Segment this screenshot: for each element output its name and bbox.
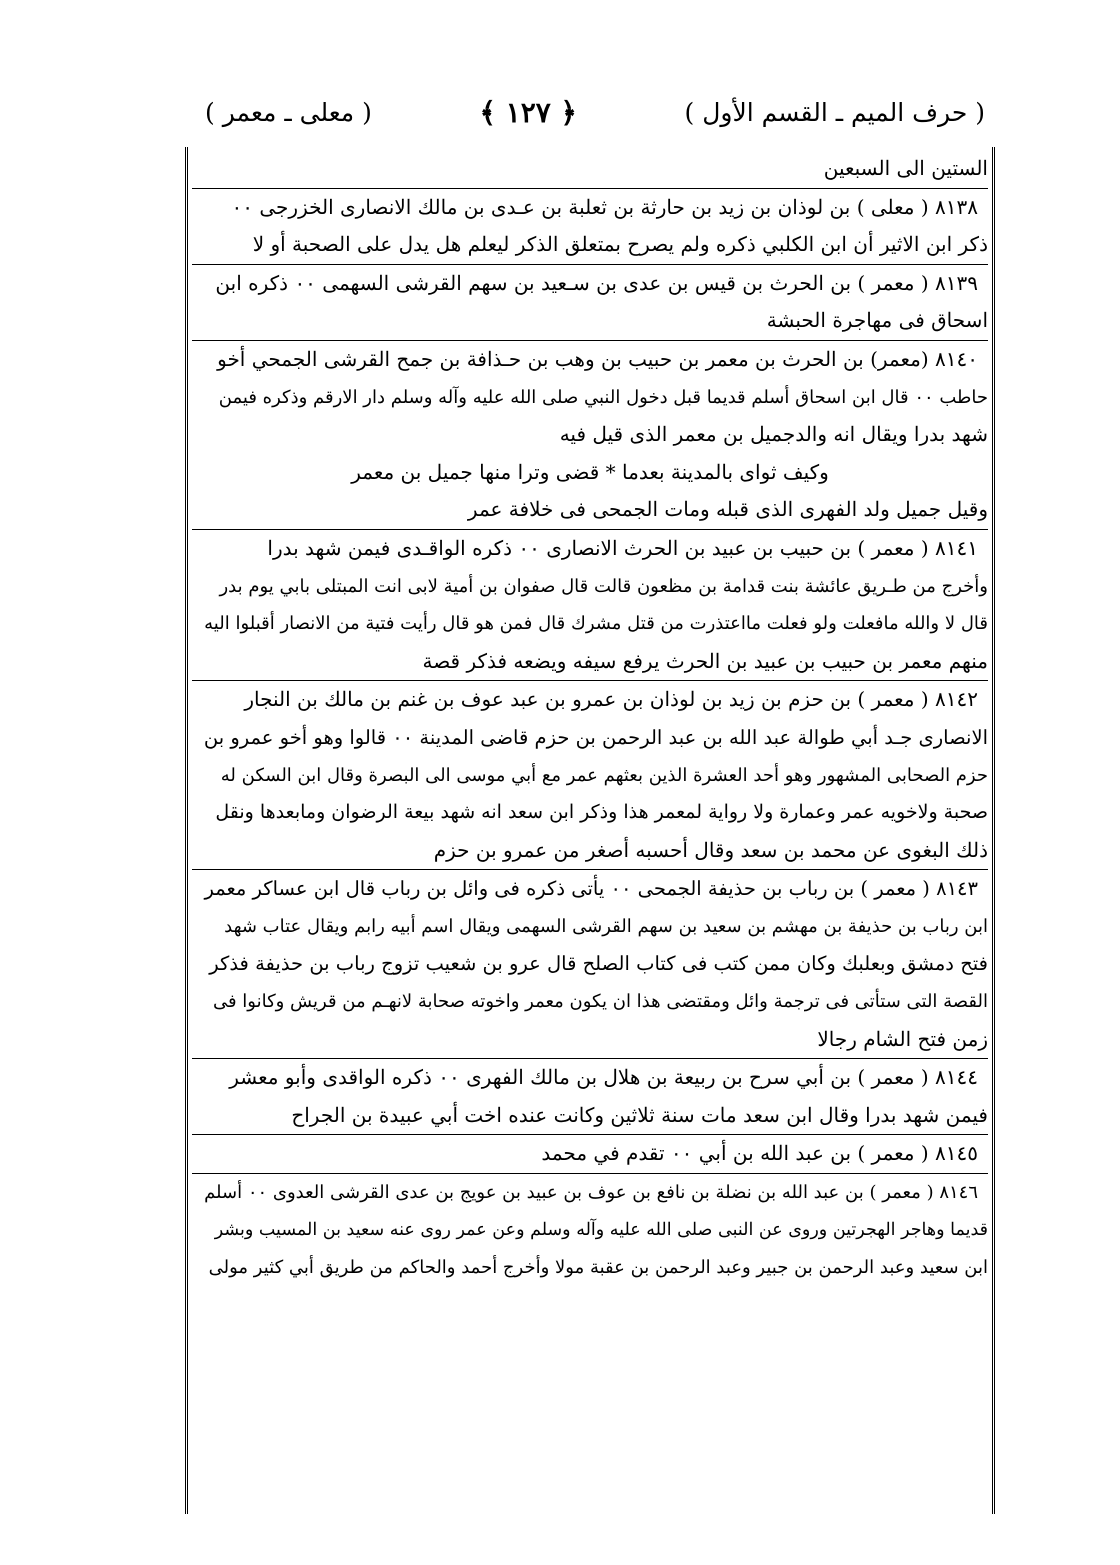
text-line bbox=[192, 530, 988, 568]
text-line bbox=[192, 643, 988, 681]
text-line bbox=[192, 794, 988, 832]
text-line bbox=[192, 870, 988, 908]
page-body bbox=[192, 150, 988, 1510]
text-line bbox=[192, 757, 988, 795]
text-line bbox=[192, 605, 988, 643]
line-text: ٨١٤٠ (معمر) بن الحرث بن معمر بن حبيب بن وهب بن حـذافة بن جمح القرشى الجمحي أخو bbox=[217, 346, 978, 371]
text-line bbox=[192, 983, 988, 1021]
line-text: ٨١٤٦ ( معمر ) بن عبد الله بن نضلة بن نافع بن عوف بن عبيد بن عويج بن عدى القرشى العدوى ٠٠ أسلم bbox=[204, 1182, 978, 1204]
line-text: القصة التى ستأتى فى ترجمة وائل ومقتضى هذا ان يكون معمر واخوته صحابة لانهـم من قريش وكانوا فى bbox=[212, 991, 988, 1013]
text-line bbox=[192, 1097, 988, 1135]
text-line bbox=[192, 265, 988, 303]
line-text: قديما وهاجر الهجرتين وروى عن النبى صلى الله عليه وآله وسلم وعن عمر روى عنه سعيد بن المسيب وبشر bbox=[214, 1219, 988, 1240]
text-line bbox=[192, 150, 988, 188]
header-chapter-title: ( حرف الميم ـ القسم الأول ) bbox=[684, 97, 985, 127]
line-text: الانصارى جـد أبي طوالة عبد الله بن عبد الرحمن بن حزم قاضى المدينة ٠٠ قالوا وهو أخو عمرو بن bbox=[203, 725, 988, 749]
line-text: منهم معمر بن حبيب بن عبيد بن الحرث يرفع سيفه ويضعه فذكر قصة bbox=[422, 648, 988, 673]
text-line bbox=[192, 189, 988, 227]
line-text: قال لا والله مافعلت ولو فعلت مااعتذرت من قتل مشرك قال فمن هو قال رأيت فتية من الانصار أقبلوا اليه bbox=[204, 613, 988, 635]
line-text: ذكر ابن الاثير أن ابن الكلبي ذكره ولم يصرح بمتعلق الذكر ليعلم هل يدل على الصحبة أو لا bbox=[252, 232, 988, 257]
text-line bbox=[192, 1174, 988, 1212]
text-line bbox=[192, 226, 988, 264]
text-line bbox=[192, 416, 988, 454]
line-text: الستين الى السبعين bbox=[823, 156, 988, 180]
text-line bbox=[192, 1059, 988, 1097]
line-text: اسحاق فى مهاجرة الحبشة bbox=[766, 308, 988, 333]
line-text: ٨١٤٥ ( معمر ) بن عبد الله بن أبي ٠٠ تقدم في محمد bbox=[541, 1141, 978, 1166]
line-text: ابن سعيد وعبد الرحمن بن جبير وعبد الرحمن بن عقبة مولا وأخرج أحمد والحاكم من طريق أبي كثير مولى bbox=[208, 1257, 988, 1279]
text-line bbox=[192, 379, 988, 417]
line-text: ابن رباب بن حذيفة بن مهشم بن سعيد بن سهم القرشى السهمى ويقال اسم أبيه رابم ويقال عتاب شهد bbox=[224, 915, 988, 937]
line-text: وأخرج من طـريق عائشة بنت قدامة بن مظعون قالت قال صفوان بن أمية لابى انت المبتلى بابي يوم بدر bbox=[219, 575, 988, 597]
text-line bbox=[192, 681, 988, 719]
line-text: فتح دمشق وبعلبك وكان ممن كتب فى كتاب الصلح قال عرو بن شعيب تزوج رباب بن حذيفة فذكر bbox=[209, 952, 988, 976]
line-text: ٨١٣٩ ( معمر ) بن الحرث بن قيس بن عدى بن سـعيد بن سهم القرشى السهمى ٠٠ ذكره ابن bbox=[215, 270, 978, 295]
line-text: وكيف ثواى بالمدينة بعدما * قضى وترا منها جميل بن معمر bbox=[351, 459, 829, 484]
text-line bbox=[192, 568, 988, 606]
page-number: ﴿ ١٢٧ ﴾ bbox=[479, 95, 577, 129]
line-text: ٨١٤٢ ( معمر ) بن حزم بن زيد بن لوذان بن عمرو بن عبد عوف بن غنم بن مالك بن النجار bbox=[244, 687, 978, 712]
line-text: شهد بدرا ويقال انه والدجميل بن معمر الذى قيل فيه bbox=[559, 422, 988, 447]
text-line bbox=[192, 341, 988, 379]
text-line bbox=[192, 908, 988, 946]
header-entry-range: ( معلى ـ معمر ) bbox=[205, 97, 372, 127]
page-header bbox=[205, 92, 985, 132]
text-line bbox=[192, 945, 988, 983]
text-line bbox=[192, 302, 988, 340]
line-text: ٨١٤١ ( معمر ) بن حبيب بن عبيد بن الحرث الانصارى ٠٠ ذكره الواقـدى فيمن شهد بدرا bbox=[267, 535, 978, 560]
line-text: ٨١٤٤ ( معمر ) بن أبي سرح بن ربيعة بن هلال بن مالك الفهرى ٠٠ ذكره الواقدى وأبو معشر bbox=[229, 1065, 978, 1090]
line-text: زمن فتح الشام رجالا bbox=[817, 1026, 988, 1051]
text-line bbox=[192, 491, 988, 529]
text-line bbox=[192, 1135, 988, 1173]
text-line bbox=[192, 1212, 988, 1250]
line-text: ٨١٤٣ ( معمر ) بن رباب بن حذيفة الجمحى ٠٠ يأتى ذكره فى وائل بن رباب قال ابن عساكر معمر bbox=[204, 877, 978, 901]
line-text: حزم الصحابى المشهور وهو أحد العشرة الذين بعثهم عمر مع أبي موسى الى البصرة وقال ابن السكن له bbox=[220, 764, 988, 786]
line-text: ذلك البغوى عن محمد بن سعد وقال أحسبه أصغر من عمرو بن حزم bbox=[433, 837, 988, 862]
text-line bbox=[192, 1021, 988, 1059]
text-line bbox=[192, 719, 988, 757]
verse-line bbox=[192, 454, 988, 492]
line-text: ٨١٣٨ ( معلى ) بن لوذان بن زيد بن حارثة بن ثعلبة بن عـدى بن مالك الانصارى الخزرجى ٠٠ bbox=[231, 194, 978, 219]
line-text: حاطب ٠٠ قال ابن اسحاق أسلم قديما قبل دخول النبي صلى الله عليه وآله وسلم دار الارقم وذكره فيمن bbox=[218, 386, 988, 408]
line-text: وقيل جميل ولد الفهرى الذى قبله ومات الجمحى فى خلافة عمر bbox=[467, 497, 988, 522]
line-text: صحبة ولاخويه عمر وعمارة ولا رواية لمعمر هذا وذكر ابن سعد انه شهد بيعة الرضوان ومابعدها ونقل bbox=[215, 801, 988, 824]
line-text: فيمن شهد بدرا وقال ابن سعد مات سنة ثلاثين وكانت عنده اخت أبي عبيدة بن الجراح bbox=[291, 1102, 988, 1127]
text-line bbox=[192, 1249, 988, 1287]
text-line bbox=[192, 832, 988, 870]
